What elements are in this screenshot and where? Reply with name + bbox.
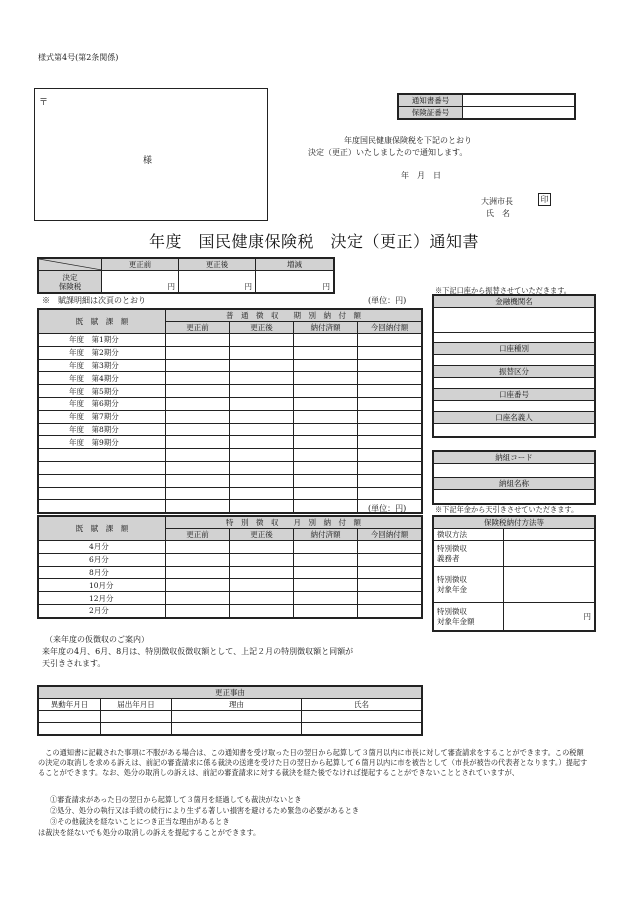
amount-cell — [166, 449, 230, 462]
summary-before-cell — [102, 271, 179, 293]
summary-row-label2: 保険税 — [58, 281, 82, 291]
special-col-header: 今回納付額 — [358, 529, 422, 541]
amount-cell — [166, 436, 230, 449]
amount-cell — [230, 372, 294, 385]
normal-collection-table — [38, 309, 422, 513]
correction-col-header: 異動年月日 — [39, 699, 101, 711]
correction-table — [38, 686, 422, 735]
amount-cell — [294, 359, 358, 372]
summary-table — [38, 258, 334, 293]
period-label — [39, 474, 166, 487]
period-row — [39, 372, 422, 385]
period-label: 年度 第4期分 — [39, 372, 166, 385]
transfer-type-label: 振替区分 — [434, 366, 595, 378]
amount-cell — [358, 436, 422, 449]
period-label: 年度 第1期分 — [39, 334, 166, 347]
amount-cell — [166, 566, 230, 579]
correction-col-header: 理由 — [172, 699, 302, 711]
account-type-value — [434, 355, 595, 366]
month-label: 10月分 — [39, 579, 166, 592]
bank-note: ※下記口座から振替させていただきます。 — [435, 286, 571, 295]
obligor-label — [434, 541, 504, 567]
period-row — [39, 359, 422, 372]
account-holder-value — [434, 424, 595, 437]
summary-diff-cell — [256, 271, 334, 293]
yen-unit: 円 — [322, 282, 330, 291]
amount-cell — [230, 541, 294, 554]
amount-cell — [294, 436, 358, 449]
amount-cell — [230, 359, 294, 372]
period-label: 年度 第8期分 — [39, 423, 166, 436]
special-left-header: 既 賦 課 額 — [39, 517, 166, 541]
institution-label: 金融機関名 — [434, 296, 595, 308]
insurance-no-value — [463, 107, 575, 119]
correction-cell — [101, 711, 172, 723]
union-name-value — [434, 490, 595, 504]
amount-cell — [358, 385, 422, 398]
amount-cell — [230, 553, 294, 566]
special-col-header: 納付済額 — [294, 529, 358, 541]
date-label: 年 月 日 — [401, 171, 441, 180]
amount-cell — [230, 436, 294, 449]
amount-cell — [166, 553, 230, 566]
amount-cell — [294, 461, 358, 474]
seal-stamp — [538, 193, 551, 206]
footer-item-2: ②処分、処分の執行又は手続の続行により生ずる著しい損害を避けるため緊急の必要があるとき — [50, 806, 360, 815]
correction-cell — [172, 723, 302, 735]
period-row — [39, 474, 422, 487]
amount-cell — [166, 397, 230, 410]
amount-cell — [358, 474, 422, 487]
correction-header: 更正事由 — [39, 687, 422, 699]
pension-header: 保険税納付方法等 — [434, 517, 595, 529]
amount-cell — [294, 604, 358, 617]
target-pension-value — [504, 567, 595, 603]
month-label: 6月分 — [39, 553, 166, 566]
yen-unit: 円 — [244, 282, 252, 291]
period-row — [39, 385, 422, 398]
amount-cell — [230, 487, 294, 500]
amount-cell — [294, 449, 358, 462]
issuer-name-label: 氏 名 — [486, 209, 510, 218]
amount-cell — [358, 487, 422, 500]
union-name-label: 納組名称 — [434, 478, 595, 490]
normal-group-header: 普 通 徴 収 期 別 納 付 額 — [166, 310, 422, 322]
amount-cell — [166, 487, 230, 500]
special-col-header: 更正前 — [166, 529, 230, 541]
summary-row-label1: 決定 — [62, 272, 78, 282]
month-row — [39, 579, 422, 592]
amount-cell — [166, 346, 230, 359]
amount-cell — [358, 397, 422, 410]
bank-table — [433, 295, 595, 437]
amount-cell — [358, 553, 422, 566]
amount-cell — [358, 541, 422, 554]
month-row — [39, 566, 422, 579]
period-label — [39, 449, 166, 462]
obligor-label-1: 特別徴収 — [437, 543, 467, 553]
issuer-title: 大洲市長 — [481, 197, 513, 206]
amount-cell — [294, 487, 358, 500]
provisional-line1: 来年度の4月、6月、8月は、特別徴収仮徴収額として、上記２月の特別徴収額と同額が — [42, 647, 354, 656]
amount-cell — [166, 474, 230, 487]
amount-cell — [166, 359, 230, 372]
period-row — [39, 487, 422, 500]
amount-cell — [294, 474, 358, 487]
amount-cell — [166, 461, 230, 474]
period-label: 年度 第6期分 — [39, 397, 166, 410]
account-type-label: 口座種別 — [434, 343, 595, 355]
amount-cell — [358, 604, 422, 617]
amount-cell — [230, 346, 294, 359]
amount-cell — [230, 410, 294, 423]
amount-cell — [358, 334, 422, 347]
amount-cell — [358, 423, 422, 436]
amount-cell — [294, 397, 358, 410]
intro-line2: 決定（更正）いたしましたので通知します。 — [308, 148, 468, 157]
amount-cell — [358, 359, 422, 372]
normal-left-header: 既 賦 課 額 — [39, 310, 166, 334]
period-row — [39, 397, 422, 410]
amount-cell — [358, 461, 422, 474]
normal-col-header: 更正前 — [166, 322, 230, 334]
amount-cell — [358, 449, 422, 462]
intro-line1: 年度国民健康保険税を下記のとおり — [344, 136, 472, 145]
period-label: 年度 第2期分 — [39, 346, 166, 359]
amount-cell — [358, 410, 422, 423]
period-row — [39, 436, 422, 449]
account-holder-label: 口座名義人 — [434, 412, 595, 424]
yen-unit: 円 — [167, 282, 175, 291]
amount-cell — [358, 592, 422, 605]
period-row — [39, 449, 422, 462]
correction-cell — [101, 723, 172, 735]
month-row — [39, 541, 422, 554]
institution-value — [434, 308, 595, 333]
amount-cell — [230, 579, 294, 592]
amount-cell — [358, 579, 422, 592]
amount-cell — [166, 500, 230, 513]
amount-cell — [230, 449, 294, 462]
period-row — [39, 346, 422, 359]
union-table — [433, 451, 595, 504]
form-id: 様式第4号(第2条関係) — [38, 53, 119, 62]
amount-cell — [294, 553, 358, 566]
pension-table — [433, 516, 595, 631]
month-row — [39, 604, 422, 617]
notice-no-label: 通知書番号 — [399, 95, 463, 107]
correction-cell — [172, 711, 302, 723]
amount-cell — [294, 410, 358, 423]
summary-after-cell — [179, 271, 256, 293]
amount-cell — [166, 579, 230, 592]
month-label: 2月分 — [39, 604, 166, 617]
period-row — [39, 500, 422, 513]
amount-cell — [230, 423, 294, 436]
correction-cell — [302, 711, 422, 723]
correction-col-header: 届出年月日 — [101, 699, 172, 711]
period-label: 年度 第3期分 — [39, 359, 166, 372]
amount-cell — [230, 604, 294, 617]
footer-paragraph: この通知書に記載された事項に不服がある場合は、この通知書を受け取った日の翌日から起算して３箇月以内に市長に対して審査請求をすることができます。この税額の決定の取消しを求める訴えは、前記の審査請求に係る裁決の送達を受けた日の翌日から起算して６箇月以内に市を被告として（市長が被告の代表者となります。）提起することができます。なお、処分の取消しの訴えは、前記の審査請求に対する裁決を経た後でなければ提起することができないこととされていますが、 — [38, 748, 588, 778]
month-label: 12月分 — [39, 592, 166, 605]
amount-cell — [166, 592, 230, 605]
notice-number-table — [398, 94, 575, 119]
notice-no-value — [463, 95, 575, 107]
normal-col-header: 更正後 — [230, 322, 294, 334]
address-box — [34, 88, 268, 221]
footer-item-3: ③その他裁決を経ないことにつき正当な理由があるとき — [50, 817, 230, 826]
detail-note: ※ 賦課明細は次頁のとおり — [42, 296, 146, 305]
amount-cell — [230, 397, 294, 410]
amount-cell — [294, 541, 358, 554]
pension-amount-label — [434, 603, 504, 631]
amount-cell — [230, 461, 294, 474]
amount-cell — [166, 334, 230, 347]
target-pension-label-2: 対象年金 — [437, 584, 467, 594]
amount-cell — [166, 604, 230, 617]
month-label: 4月分 — [39, 541, 166, 554]
union-code-value — [434, 464, 595, 478]
period-label: 年度 第9期分 — [39, 436, 166, 449]
diagonal-line — [39, 259, 102, 270]
amount-cell — [166, 385, 230, 398]
amount-cell — [358, 346, 422, 359]
amount-cell — [230, 334, 294, 347]
institution-value-2 — [434, 333, 595, 343]
summary-corner — [39, 259, 102, 271]
period-label: 年度 第7期分 — [39, 410, 166, 423]
transfer-type-value — [434, 378, 595, 389]
amount-cell — [294, 592, 358, 605]
amount-cell — [294, 385, 358, 398]
obligor-value — [504, 541, 595, 567]
amount-cell — [294, 566, 358, 579]
correction-cell — [39, 723, 101, 735]
target-pension-label-1: 特別徴収 — [437, 574, 467, 584]
footer-last: は裁決を経ないでも処分の取消しの訴えを提起することができます。 — [38, 828, 261, 837]
special-group-header: 特 別 徴 収 月 別 納 付 額 — [166, 517, 422, 529]
special-col-header: 更正後 — [230, 529, 294, 541]
period-row — [39, 410, 422, 423]
amount-cell — [294, 579, 358, 592]
amount-cell — [166, 410, 230, 423]
correction-cell — [302, 723, 422, 735]
account-no-label: 口座番号 — [434, 389, 595, 401]
target-pension-label — [434, 567, 504, 603]
pension-amount-value — [504, 603, 595, 631]
special-collection-table — [38, 516, 422, 618]
amount-cell — [230, 500, 294, 513]
unit-label-normal: (単位：円) — [368, 296, 407, 305]
normal-col-header: 納付済額 — [294, 322, 358, 334]
postal-mark: 〒 — [39, 98, 49, 108]
period-row — [39, 461, 422, 474]
amount-cell — [294, 334, 358, 347]
footer-item-1: ①審査請求があった日の翌日から起算して３箇月を経過しても裁決がないとき — [50, 795, 302, 804]
pension-amount-label-2: 対象年金額 — [437, 616, 475, 626]
account-no-value — [434, 401, 595, 412]
amount-cell — [166, 541, 230, 554]
pension-note: ※下記年金から天引きさせていただきます。 — [435, 505, 579, 514]
method-value — [504, 529, 595, 541]
amount-cell — [230, 474, 294, 487]
amount-cell — [294, 346, 358, 359]
yen-unit: 円 — [583, 612, 591, 621]
obligor-label-2: 義務者 — [437, 553, 460, 563]
method-label: 徴収方法 — [434, 529, 504, 541]
correction-col-header: 氏名 — [302, 699, 422, 711]
amount-cell — [294, 423, 358, 436]
month-row — [39, 592, 422, 605]
period-label: 年度 第5期分 — [39, 385, 166, 398]
provisional-title: （来年度の仮徴収のご案内） — [45, 635, 149, 644]
amount-cell — [166, 423, 230, 436]
summary-col-after: 更正後 — [179, 259, 256, 271]
main-title: 年度 国民健康保険税 決定（更正）通知書 — [149, 232, 480, 251]
correction-cell — [39, 711, 101, 723]
period-label — [39, 461, 166, 474]
unit-label-special: (単位：円) — [368, 504, 407, 513]
period-label — [39, 500, 166, 513]
amount-cell — [294, 372, 358, 385]
summary-col-diff: 増減 — [256, 259, 334, 271]
amount-cell — [230, 566, 294, 579]
period-label — [39, 487, 166, 500]
period-row — [39, 423, 422, 436]
summary-col-before: 更正前 — [102, 259, 179, 271]
union-code-label: 納組コード — [434, 452, 595, 464]
month-label: 8月分 — [39, 566, 166, 579]
amount-cell — [358, 372, 422, 385]
pension-amount-label-1: 特別徴収 — [437, 606, 467, 616]
amount-cell — [166, 372, 230, 385]
month-row — [39, 553, 422, 566]
seal-text: 印 — [540, 195, 549, 204]
amount-cell — [294, 500, 358, 513]
amount-cell — [358, 566, 422, 579]
period-row — [39, 334, 422, 347]
insurance-no-label: 保険証番号 — [399, 107, 463, 119]
amount-cell — [230, 385, 294, 398]
sama-label: 様 — [143, 156, 153, 166]
summary-row-label — [39, 271, 102, 293]
provisional-line2: 天引きされます。 — [42, 659, 106, 668]
amount-cell — [230, 592, 294, 605]
normal-col-header: 今回納付額 — [358, 322, 422, 334]
